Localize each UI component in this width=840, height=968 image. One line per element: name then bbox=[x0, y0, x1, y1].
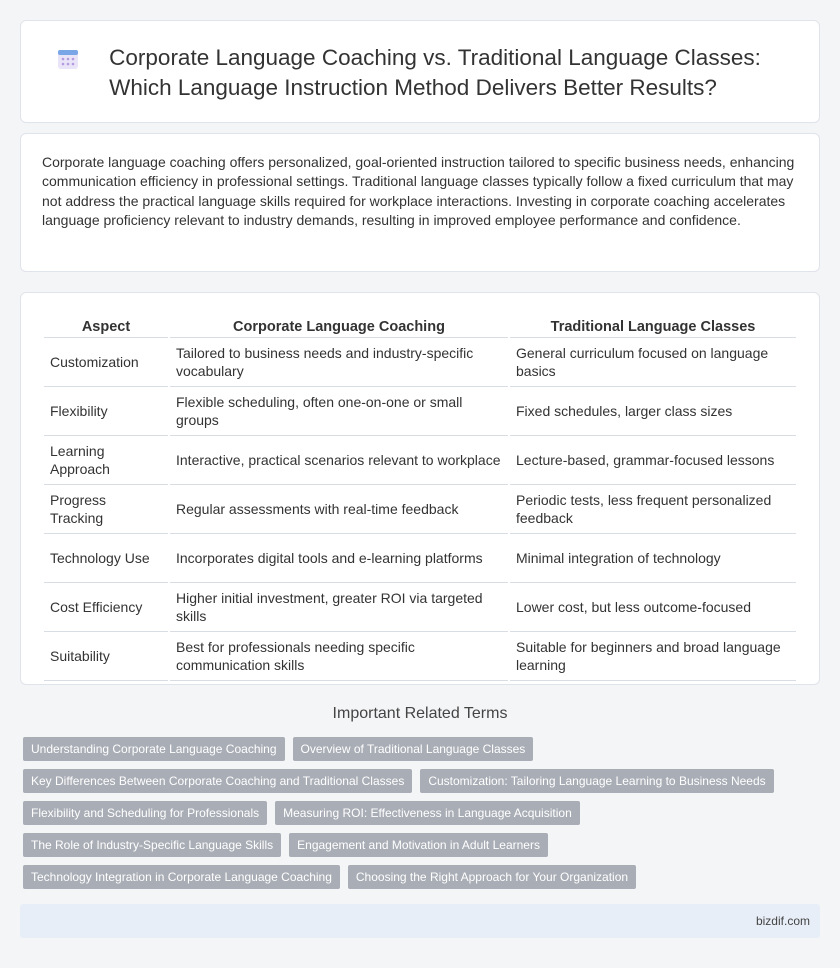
related-terms-list bbox=[23, 737, 803, 897]
related-terms-heading: Important Related Terms bbox=[332, 705, 508, 722]
cell-corporate: Flexible scheduling, often one-on-one or small groups bbox=[170, 387, 508, 436]
related-term-tag[interactable]: Understanding Corporate Language Coaching bbox=[23, 737, 285, 761]
table-row bbox=[44, 583, 796, 632]
cell-traditional: General curriculum focused on language basics bbox=[510, 338, 796, 387]
related-term-tag[interactable]: Measuring ROI: Effectiveness in Language Acquisition bbox=[275, 801, 580, 825]
table-row bbox=[44, 436, 796, 485]
related-term-tag[interactable]: Key Differences Between Corporate Coaching and Traditional Classes bbox=[23, 769, 412, 793]
cell-traditional: Suitable for beginners and broad language learning bbox=[510, 632, 796, 681]
cell-aspect: Cost Efficiency bbox=[44, 583, 168, 632]
cell-aspect: Technology Use bbox=[44, 534, 168, 583]
cell-traditional: Minimal integration of technology bbox=[510, 534, 796, 583]
cell-aspect: Flexibility bbox=[44, 387, 168, 436]
related-term-tag[interactable]: Engagement and Motivation in Adult Learners bbox=[289, 833, 548, 857]
comparison-table-card bbox=[20, 292, 820, 685]
table-row bbox=[44, 632, 796, 681]
table-header-row bbox=[44, 317, 796, 338]
cell-traditional: Fixed schedules, larger class sizes bbox=[510, 387, 796, 436]
table-row bbox=[44, 534, 796, 583]
cell-corporate: Best for professionals needing specific communication skills bbox=[170, 632, 508, 681]
related-term-tag[interactable]: Flexibility and Scheduling for Professionals bbox=[23, 801, 267, 825]
cell-traditional: Lecture-based, grammar-focused lessons bbox=[510, 436, 796, 485]
header-corporate-coaching: Corporate Language Coaching bbox=[170, 317, 508, 338]
cell-traditional: Lower cost, but less outcome-focused bbox=[510, 583, 796, 632]
page-title bbox=[21, 43, 819, 103]
footer bbox=[20, 904, 820, 938]
header-traditional-classes: Traditional Language Classes bbox=[510, 317, 796, 338]
related-term-tag[interactable]: Customization: Tailoring Language Learning to Business Needs bbox=[420, 769, 773, 793]
table-row bbox=[44, 387, 796, 436]
cell-aspect: Learning Approach bbox=[44, 436, 168, 485]
cell-corporate: Regular assessments with real-time feedback bbox=[170, 485, 508, 534]
summary-paragraph: Corporate language coaching offers personalized, goal-oriented instruction tailored to specific business needs, enhancing communication efficiency in professional settings. Traditional language classes typically follow a fixed curriculum that may not address the practical language skills required for workplace interactions. Investing in corporate coaching accelerates language proficiency relevant to industry demands, resulting in improved employee performance and confidence. bbox=[42, 154, 795, 229]
cell-aspect: Progress Tracking bbox=[44, 485, 168, 534]
related-term-tag[interactable]: Overview of Traditional Language Classes bbox=[293, 737, 534, 761]
summary-card bbox=[20, 133, 820, 272]
comparison-table bbox=[42, 317, 798, 681]
cell-traditional: Periodic tests, less frequent personalized feedback bbox=[510, 485, 796, 534]
related-term-tag[interactable]: The Role of Industry-Specific Language Skills bbox=[23, 833, 281, 857]
table-row bbox=[44, 338, 796, 387]
related-term-tag[interactable]: Technology Integration in Corporate Language Coaching bbox=[23, 865, 340, 889]
table-row bbox=[44, 485, 796, 534]
footer-site-link[interactable]: bizdif.com bbox=[755, 914, 810, 928]
page-title-line-2: Which Language Instruction Method Delivers Better Results? bbox=[109, 75, 717, 100]
cell-aspect: Suitability bbox=[44, 632, 168, 681]
cell-corporate: Higher initial investment, greater ROI via targeted skills bbox=[170, 583, 508, 632]
cell-corporate: Interactive, practical scenarios relevant to workplace bbox=[170, 436, 508, 485]
page-title-line-1: Corporate Language Coaching vs. Traditional Language Classes: bbox=[109, 45, 761, 70]
header-aspect: Aspect bbox=[44, 317, 168, 338]
related-term-tag[interactable]: Choosing the Right Approach for Your Organization bbox=[348, 865, 636, 889]
cell-corporate: Tailored to business needs and industry-specific vocabulary bbox=[170, 338, 508, 387]
title-card bbox=[20, 20, 820, 123]
cell-corporate: Incorporates digital tools and e-learning platforms bbox=[170, 534, 508, 583]
cell-aspect: Customization bbox=[44, 338, 168, 387]
